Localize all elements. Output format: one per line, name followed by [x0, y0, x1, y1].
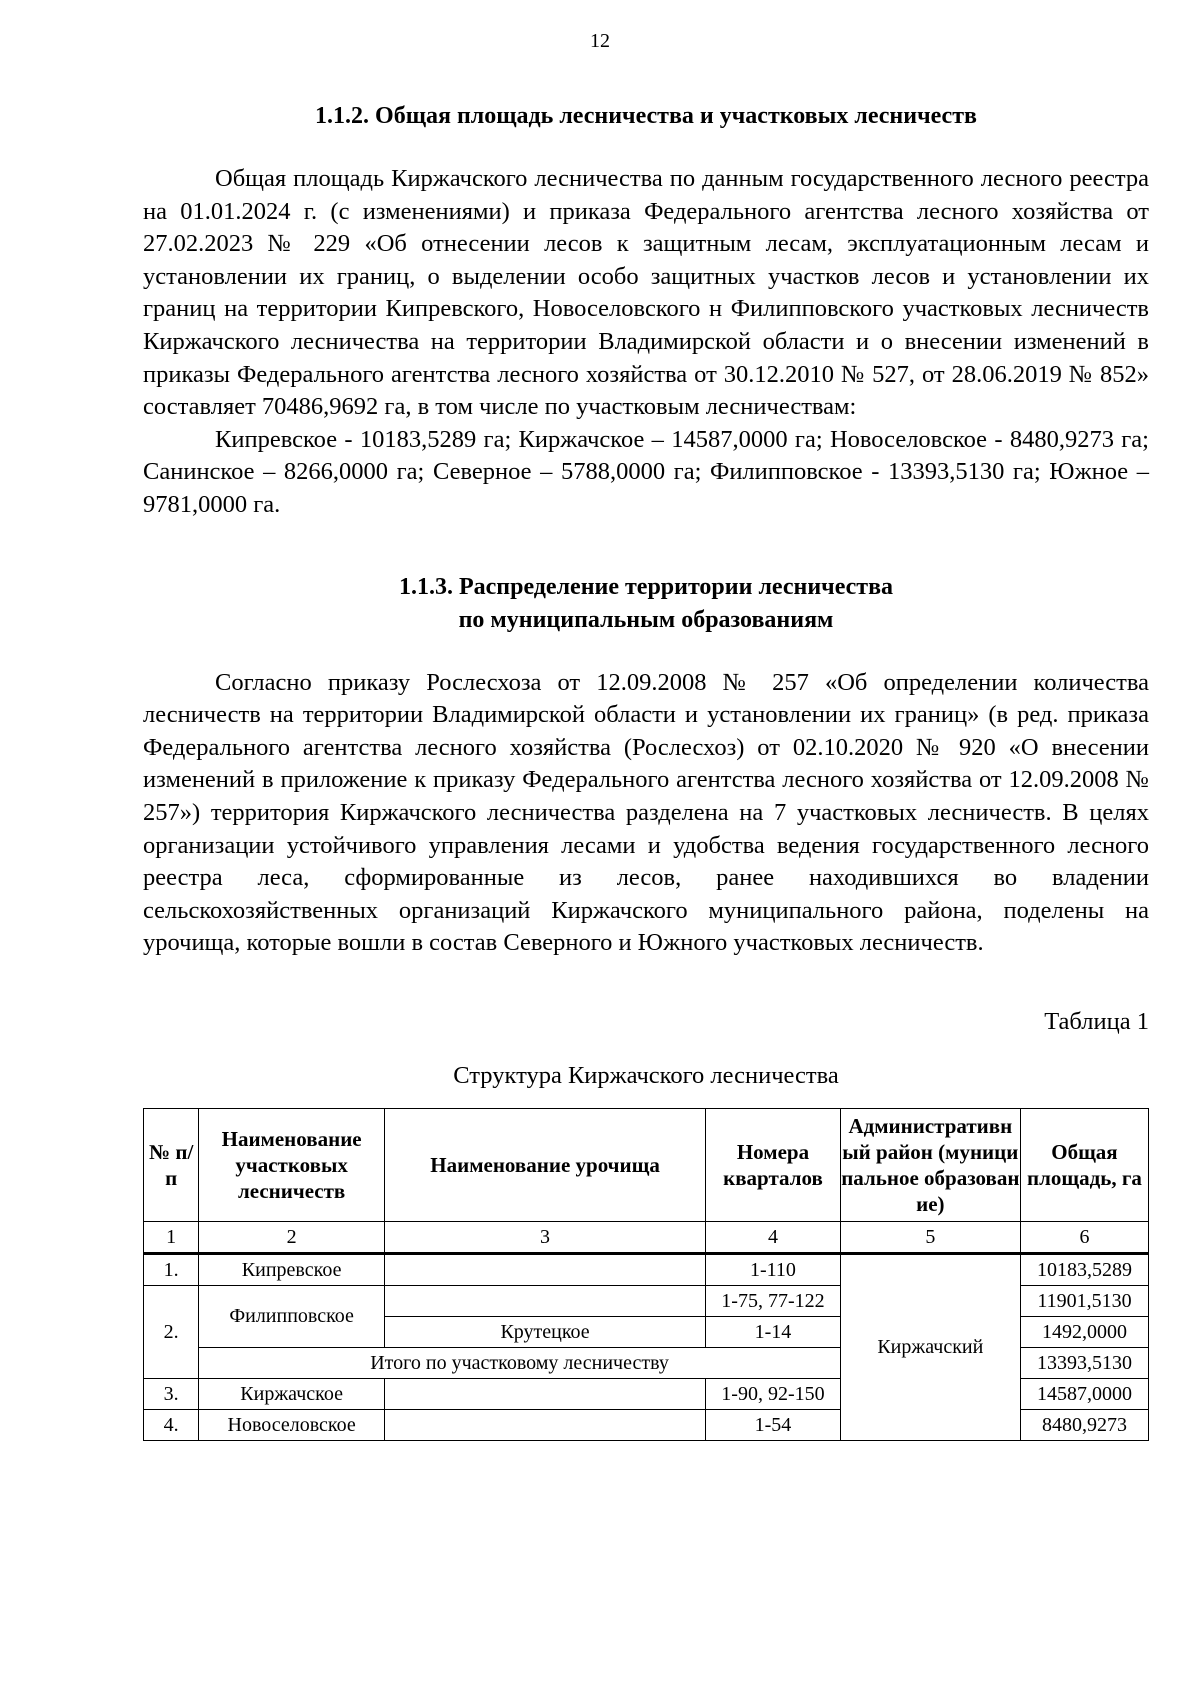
row-num: 1. — [144, 1253, 199, 1285]
column-number: 5 — [840, 1221, 1020, 1253]
section-title-1-1-3 — [143, 571, 1149, 637]
header-area: Общая площадь, га — [1020, 1108, 1148, 1221]
row-area: 10183,5289 — [1020, 1253, 1148, 1285]
column-number-row — [144, 1221, 1149, 1253]
header-forestry: Наименование участковых лесничеств — [199, 1108, 385, 1221]
table-caption: Структура Киржачского лесничества — [453, 1061, 839, 1089]
row-quarters: 1-54 — [706, 1409, 841, 1440]
column-number: 1 — [144, 1221, 199, 1253]
row-tract: Крутецкое — [384, 1316, 705, 1347]
section-title-line-2: по муниципальным образованиям — [458, 606, 834, 633]
row-area: 8480,9273 — [1020, 1409, 1148, 1440]
paragraph-distribution: Согласно приказу Рослесхоза от 12.09.2008 № 257 «Об определении количества лесничеств на территории Владимирской области и установлении их границ» (в ред. приказа Федерального агентства лесного хозяйства (Рослесхоз) от 02.10.2020 № 920 «О внесении изменений в приложение к приказу Федерального агентства лесного хозяйства от 12.09.2008 № 257») территория Киржачского лесничества разделена на 7 участковых лесничеств. В целях организации устойчивого управления лесами и удобства ведения государственного лесного реестра леса, сформированные из лесов, ранее находившихся во владении сельскохозяйственных организаций Киржачского муниципального района, поделены на урочища, которые вошли в состав Северного и Южного участковых лесничеств. — [143, 668, 1149, 957]
row-quarters: 1-110 — [706, 1253, 841, 1285]
row-quarters: 1-75, 77-122 — [706, 1285, 841, 1316]
row-area: 1492,0000 — [1020, 1316, 1148, 1347]
table-label: Таблица 1 — [1044, 1007, 1149, 1035]
row-forestry: Филипповское — [199, 1285, 385, 1347]
table-row — [144, 1253, 1149, 1285]
section-title-line-1: 1.1.3. Распределение территории лесничества — [398, 573, 894, 600]
row-quarters: 1-90, 92-150 — [706, 1378, 841, 1409]
row-tract — [384, 1378, 705, 1409]
header-num: № п/п — [144, 1108, 199, 1221]
page-number: 12 — [590, 30, 610, 52]
row-area: 11901,5130 — [1020, 1285, 1148, 1316]
forestry-structure-table — [143, 1108, 1149, 1441]
header-district: Административный район (муниципальное образование) — [840, 1108, 1020, 1221]
row-tract — [384, 1285, 705, 1316]
header-tract: Наименование урочища — [384, 1108, 705, 1221]
row-subtotal-label: Итого по участковому лесничеству — [199, 1347, 840, 1378]
document-body — [143, 100, 1149, 1441]
row-tract — [384, 1253, 705, 1285]
row-quarters: 1-14 — [706, 1316, 841, 1347]
row-forestry: Кипревское — [199, 1253, 385, 1285]
column-number: 4 — [706, 1221, 841, 1253]
section-title-1-1-2: 1.1.2. Общая площадь лесничества и участковых лесничеств — [315, 103, 977, 129]
header-quarters: Номера кварталов — [706, 1108, 841, 1221]
column-number: 6 — [1020, 1221, 1148, 1253]
row-forestry: Киржачское — [199, 1378, 385, 1409]
row-district: Киржачский — [840, 1253, 1020, 1440]
row-num: 4. — [144, 1409, 199, 1440]
column-number: 3 — [384, 1221, 705, 1253]
table-header-row — [144, 1108, 1149, 1221]
row-num: 2. — [144, 1285, 199, 1378]
paragraph-area-by-forestry: Кипревское - 10183,5289 га; Киржачское – 14587,0000 га; Новоселовское - 8480,9273 га; Санинское – 8266,0000 га; Северное – 5788,0000 га; Филипповское - 13393,5130 га; Южное – 9781,0000 га. — [143, 425, 1149, 518]
row-tract — [384, 1409, 705, 1440]
row-area: 13393,5130 — [1020, 1347, 1148, 1378]
paragraph-total-area: Общая площадь Киржачского лесничества по данным государственного лесного реестра на 01.01.2024 г. (с изменениями) и приказа Федерального агентства лесного хозяйства от 27.02.2023 № 229 «Об отнесении лесов к защитным лесам, эксплуатационным лесам и установлении их границ, о выделении особо защитных участков лесов и установлении их границ на территории Кипревского, Новоселовского н Филипповского участковых лесничеств Киржачского лесничества на территории Владимирской области и о внесении изменений в приказы Федерального агентства лесного хозяйства от 30.12.2010 № 527, от 28.06.2019 № 852» составляет 70486,9692 га, в том числе по участковым лесничествам: — [143, 165, 1149, 421]
column-number: 2 — [199, 1221, 385, 1253]
row-forestry: Новоселовское — [199, 1409, 385, 1440]
row-num: 3. — [144, 1378, 199, 1409]
row-area: 14587,0000 — [1020, 1378, 1148, 1409]
